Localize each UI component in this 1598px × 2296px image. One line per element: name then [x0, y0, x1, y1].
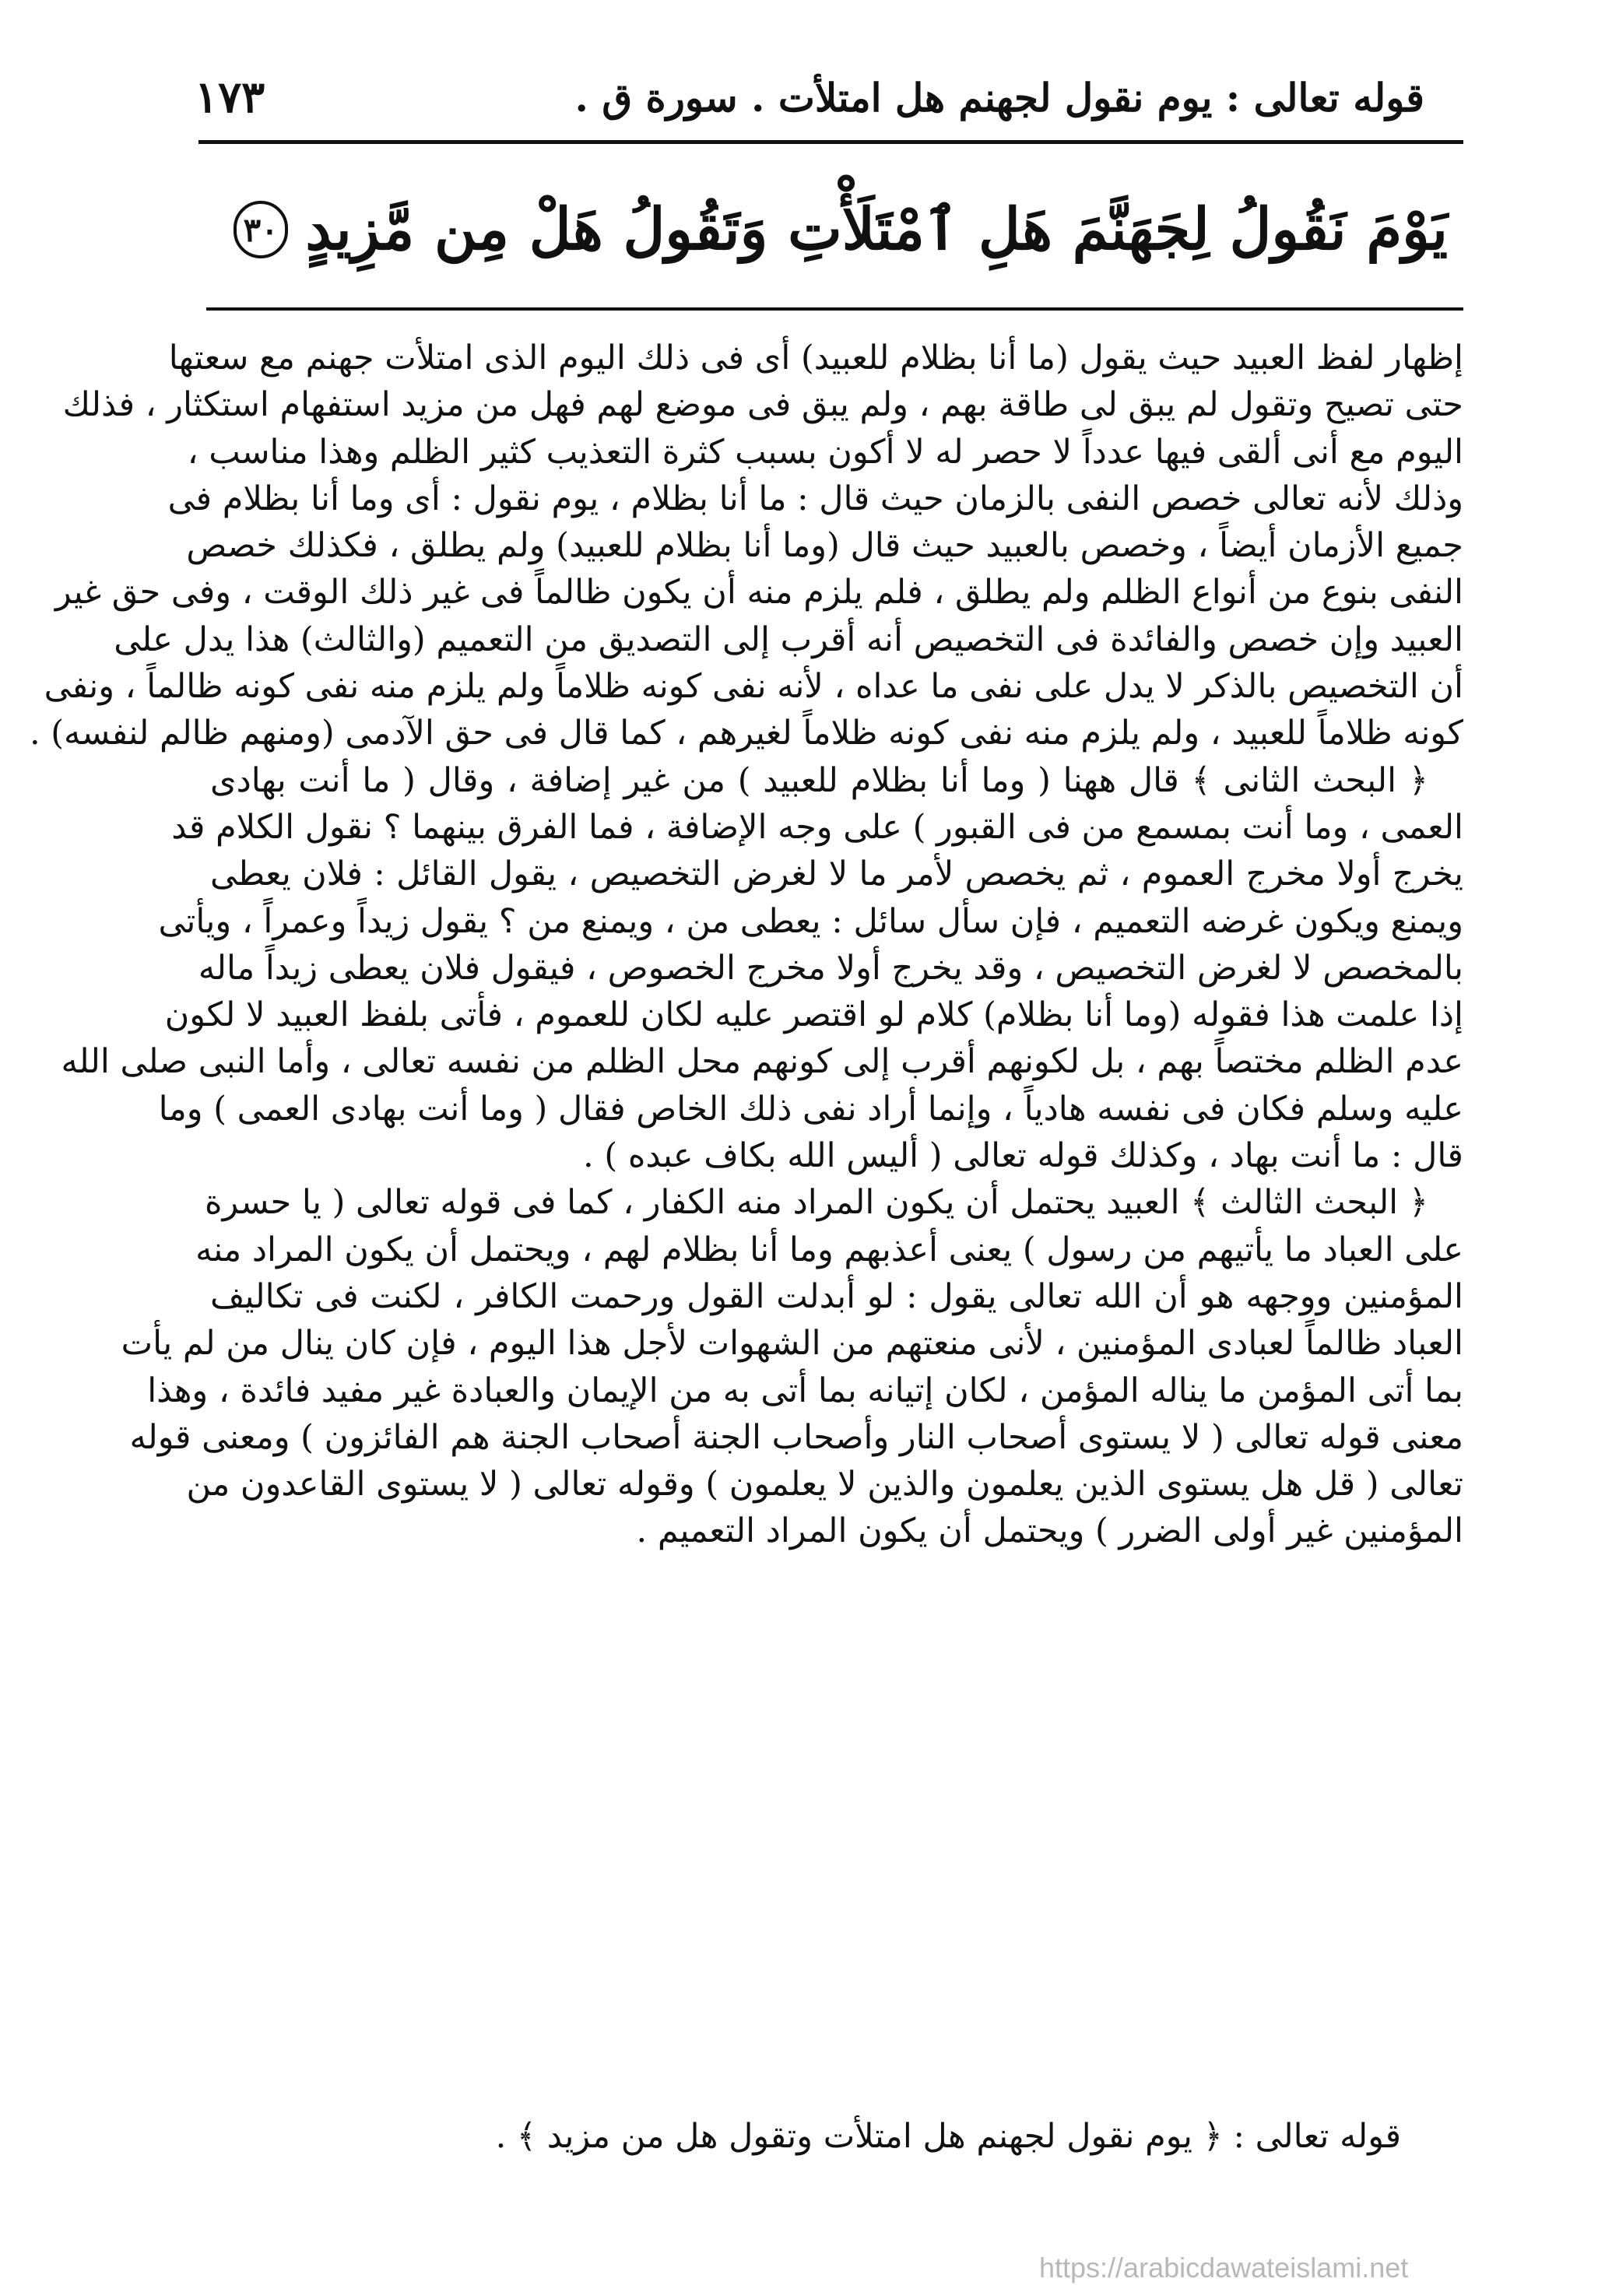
text-line: حتى تصيح وتقول لم يبق لى طاقة بهم ، ولم يبق فى موضع لهم فهل من مزيد استفهام استكثار ، فذلك [62, 385, 1463, 425]
page-number: ١٧٣ [195, 72, 265, 123]
text-line: بالمخصص لا لغرض التخصيص ، وقد يخرج أولا مخرج الخصوص ، فيقول فلان يعطى زيداً ماله [198, 948, 1463, 988]
text-line: المؤمنين غير أولى الضرر ) ويحتمل أن يكون المراد التعميم . [636, 1511, 1463, 1551]
text-line: العمى ، وما أنت بمسمع من فى القبور ) على وجه الإضافة ، فما الفرق بينهما ؟ نقول الكلام قد [171, 807, 1463, 847]
verse-number-badge: ٣٠ [234, 201, 288, 258]
header-rule [198, 140, 1463, 144]
quran-verse [234, 175, 1448, 284]
text-line: اليوم مع أنى ألقى فيها عدداً لا حصر له لا أكون بسبب كثرة التعذيب كثير الظلم وهذا مناسب ، [187, 432, 1463, 472]
text-line: معنى قوله تعالى ( لا يستوى أصحاب النار وأصحاب الجنة أصحاب الجنة هم الفائزون ) ومعنى قوله [129, 1417, 1463, 1457]
text-line: المؤمنين ووجهه هو أن الله تعالى يقول : لو أبدلت القول ورحمت الكافر ، لكنت فى تكاليف [210, 1276, 1463, 1316]
text-line: العباد ظالماً لعبادى المؤمنين ، لأنى منعتهم من الشهوات لأجل هذا اليوم ، فإن كان ينال من لم يأت [121, 1324, 1463, 1364]
text-line: عدم الظلم مختصاً بهم ، بل لكونهم أقرب إلى كونهم محل الظلم من نفسه تعالى ، وأما النبى صلى الله [61, 1042, 1463, 1082]
page-header [195, 66, 1424, 128]
closing-verse-line: قوله تعالى : ﴿ يوم نقول لجهنم هل امتلأت وتقول هل من مزيد ﴾ . [495, 2117, 1401, 2156]
running-title: قوله تعالى : يوم نقول لجهنم هل امتلأت . سورة ق . [574, 74, 1424, 121]
text-line: أن التخصيص بالذكر لا يدل على نفى ما عداه ، لأنه نفى كونه ظلاماً ولم يلزم منه نفى كونه ظالماً ، ونفى [44, 667, 1463, 707]
text-line: على العباد ما يأتيهم من رسول ) يعنى أعذبهم وما أنا بظلام لهم ، ويحتمل أن يكون المراد منه [195, 1230, 1463, 1269]
text-line: إظهار لفظ العبيد حيث يقول (ما أنا بظلام للعبيد) أى فى ذلك اليوم الذى امتلأت جهنم مع سعتها [168, 339, 1463, 377]
watermark: https://arabicdawateislami.net [1039, 2252, 1409, 2284]
text-line: النفى بنوع من أنواع الظلم ولم يطلق ، فلم يلزم منه أن يكون ظالماً فى غير ذلك الوقت ، وفى حق غير [54, 573, 1463, 613]
text-line: عليه وسلم فكان فى نفسه هادياً ، وإنما أراد نفى ذلك الخاص فقال ( وما أنت بهادى العمى ) وما [158, 1089, 1463, 1129]
text-line: ﴿ البحث الثالث ﴾ العبيد يحتمل أن يكون المراد منه الكفار ، كما فى قوله تعالى ( يا حسرة [205, 1183, 1428, 1223]
text-line: ويمنع ويكون غرضه التعميم ، فإن سأل سائل : يعطى من ، ويمنع من ؟ يقول زيداً وعمراً ، ويأتى [158, 901, 1463, 941]
text-line: تعالى ( قل هل يستوى الذين يعلمون والذين لا يعلمون ) وقوله تعالى ( لا يستوى القاعدون من [186, 1465, 1463, 1504]
text-line: ﴿ البحث الثانى ﴾ قال ههنا ( وما أنا بظلام للعبيد ) من غير إضافة ، وقال ( ما أنت بهادى [210, 760, 1428, 800]
verse-text: يَوْمَ نَقُولُ لِجَهَنَّمَ هَلِ ٱمْتَلَأْتِ وَتَقُولُ هَلْ مِن مَّزِيدٍ [305, 196, 1448, 263]
verse-rule [206, 307, 1463, 311]
commentary-text [29, 335, 1463, 1555]
text-line: يخرج أولا مخرج العموم ، ثم يخصص لأمر ما لا لغرض التخصيص ، يقول القائل : فلان يعطى [210, 855, 1463, 894]
text-line: إذا علمت هذا فقوله (وما أنا بظلام) كلام لو اقتصر عليه لكان للعموم ، فأتى بلفظ العبيد لا لكون [164, 995, 1463, 1035]
text-line: بما أتى المؤمن ما يناله المؤمن ، لكان إتيانه بما أتى به من الإيمان والعبادة غير مفيد فائدة ، وهذا [147, 1371, 1463, 1410]
text-line: وذلك لأنه تعالى خصص النفى بالزمان حيث قال : ما أنا بظلام ، يوم نقول : أى وما أنا بظلام فى [167, 479, 1463, 518]
text-line: جميع الأزمان أيضاً ، وخصص بالعبيد حيث قال (وما أنا بظلام للعبيد) ولم يطلق ، فكذلك خصص [186, 526, 1463, 566]
text-line: قال : ما أنت بهاد ، وكذلك قوله تعالى ( أليس الله بكاف عبده ) . [583, 1136, 1463, 1176]
text-line: كونه ظلاماً للعبيد ، ولم يلزم منه نفى كونه ظلاماً لغيرهم ، كما قال فى حق الآدمى (ومنهم ظالم لنفسه) . [29, 714, 1463, 753]
text-line: العبيد وإن خصص والفائدة فى التخصيص أنه أقرب إلى التصديق من التعميم (والثالث) هذا يدل على [114, 620, 1463, 659]
